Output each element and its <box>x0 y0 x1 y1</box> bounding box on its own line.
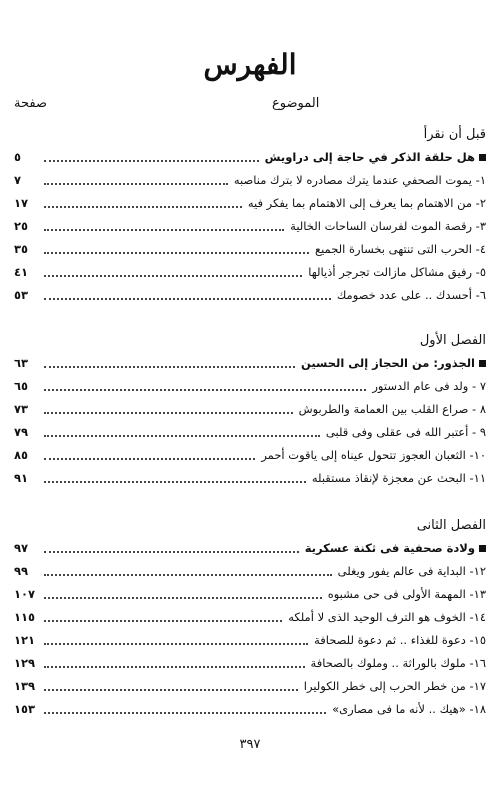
dot-leader <box>44 298 331 300</box>
entry-page-number: ٥٣ <box>14 288 29 302</box>
dot-leader <box>44 689 298 691</box>
toc-entry[interactable] <box>14 652 486 675</box>
toc-entry[interactable] <box>14 698 486 721</box>
section-label: الفصل الأول <box>419 333 486 348</box>
dot-leader <box>44 183 228 185</box>
entry-page-number: ١٢١ <box>14 633 36 647</box>
toc-heading[interactable] <box>14 146 486 169</box>
toc-heading[interactable] <box>14 537 486 560</box>
entry-page-number: ٣٥ <box>14 242 29 256</box>
entry-title: ٨ - صراع القلب بين العمامة والطربوش <box>298 402 486 416</box>
entry-title: الجذور: من الحجاز إلى الحسين <box>300 356 475 370</box>
entry-title: ولادة صحفية فى ثكنة عسكرية <box>304 541 475 555</box>
entry-page-number: ٩٩ <box>14 564 29 578</box>
dot-leader <box>44 643 308 645</box>
section-before-reading <box>14 124 486 307</box>
toc-heading[interactable] <box>14 352 486 375</box>
section-label: الفصل الثانى <box>416 518 486 533</box>
dot-leader <box>44 574 332 576</box>
entry-page-number: ٦٣ <box>14 356 29 370</box>
toc-entry[interactable] <box>14 261 486 284</box>
entry-title: ١٠- الثعبان العجوز تتحول عيناه إلى ياقوت أحمر <box>261 448 486 462</box>
toc-entry[interactable] <box>14 169 486 192</box>
entry-title: ١٣- المهمة الأولى فى حى مشبوه <box>327 587 486 601</box>
entry-page-number: ٦٥ <box>14 379 29 393</box>
entry-title: ٢- من الاهتمام بما يعرف إلى الاهتمام بما يفكر فيه <box>247 196 486 210</box>
entry-title: ٥- رفيق مشاكل مازالت تجرجر أذيالها <box>308 265 486 279</box>
entry-title: ١٥- دعوة للغذاء .. ثم دعوة للصحافة <box>314 633 486 647</box>
entry-page-number: ١٧ <box>14 196 29 210</box>
entry-title: ٤- الحرب التى تنتهى بخسارة الجميع <box>314 242 486 256</box>
dot-leader <box>44 366 295 368</box>
entry-title: هل حلقة الذكر في حاجة إلى دراويش <box>264 150 475 164</box>
entry-page-number: ٧ <box>14 173 22 187</box>
toc-entry[interactable] <box>14 238 486 261</box>
entry-title: ٩ - أعتبر الله فى عقلى وفى قلبى <box>325 425 486 439</box>
dot-leader <box>44 458 255 460</box>
entry-title: ١٢- البداية فى عالم يفور ويغلى <box>337 564 486 578</box>
footer-page-number: ٣٩٧ <box>239 737 261 752</box>
entry-title: ٧ - ولد فى عام الدستور <box>372 379 486 393</box>
toc-entry[interactable] <box>14 467 486 490</box>
entry-title: ٦- أحسدك .. على عدد خصومك <box>336 288 486 302</box>
toc-entry[interactable] <box>14 606 486 629</box>
bullet-square-icon <box>479 360 486 367</box>
dot-leader <box>44 551 299 553</box>
entry-page-number: ١٠٧ <box>14 587 36 601</box>
entry-page-number: ٩١ <box>14 471 29 485</box>
section-chapter-one <box>14 330 486 490</box>
toc-entry[interactable] <box>14 629 486 652</box>
dot-leader <box>44 435 320 437</box>
entry-page-number: ١١٥ <box>14 610 36 624</box>
dot-leader <box>44 620 282 622</box>
page-title: الفهرس <box>203 48 297 81</box>
entry-title: ١٧- من خطر الحرب إلى خطر الكوليرا <box>303 679 486 693</box>
dot-leader <box>44 252 309 254</box>
dot-leader <box>44 389 366 391</box>
entry-page-number: ٨٥ <box>14 448 29 462</box>
entry-title: ٣- رقصة الموت لفرسان الساحات الخالية <box>290 219 486 233</box>
dot-leader <box>44 160 259 162</box>
entry-page-number: ٤١ <box>14 265 29 279</box>
entry-page-number: ٩٧ <box>14 541 29 555</box>
bullet-square-icon <box>479 154 486 161</box>
entry-page-number: ١٣٩ <box>14 679 36 693</box>
entry-title: ١٦- ملوك بالوراثة .. وملوك بالصحافة <box>310 656 486 670</box>
dot-leader <box>44 481 306 483</box>
entry-page-number: ٧٣ <box>14 402 29 416</box>
dot-leader <box>44 229 284 231</box>
toc-entry[interactable] <box>14 444 486 467</box>
entry-page-number: ١٥٣ <box>14 702 36 716</box>
entry-title: ١- يموت الصحفي عندما يترك مصادره لا بترك مناصبه <box>233 173 486 187</box>
entry-page-number: ٥ <box>14 150 22 164</box>
entry-title: ١٤- الخوف هو الترف الوحيد الذى لا أملكه <box>288 610 486 624</box>
dot-leader <box>44 206 242 208</box>
bullet-square-icon <box>479 545 486 552</box>
toc-entry[interactable] <box>14 583 486 606</box>
toc-entry[interactable] <box>14 421 486 444</box>
dot-leader <box>44 712 326 714</box>
dot-leader <box>44 275 302 277</box>
toc-entry[interactable] <box>14 215 486 238</box>
dot-leader <box>44 666 305 668</box>
page-column-header: صفحة <box>14 96 47 111</box>
toc-entry[interactable] <box>14 284 486 307</box>
toc-entry[interactable] <box>14 398 486 421</box>
entry-page-number: ٢٥ <box>14 219 29 233</box>
toc-entry[interactable] <box>14 375 486 398</box>
dot-leader <box>44 597 322 599</box>
entry-page-number: ٧٩ <box>14 425 29 439</box>
entry-page-number: ١٢٩ <box>14 656 36 670</box>
dot-leader <box>44 412 293 414</box>
toc-entry[interactable] <box>14 560 486 583</box>
section-label: قبل أن نقرأ <box>423 127 486 142</box>
toc-entry[interactable] <box>14 192 486 215</box>
section-chapter-two <box>14 515 486 721</box>
topic-column-header: الموضوع <box>272 96 320 111</box>
entry-title: ١٨- «هيك .. لأنه ما فى مصارى» <box>332 702 486 716</box>
entry-title: ١١- البحث عن معجزة لإنقاذ مستقبله <box>311 471 486 485</box>
toc-entry[interactable] <box>14 675 486 698</box>
